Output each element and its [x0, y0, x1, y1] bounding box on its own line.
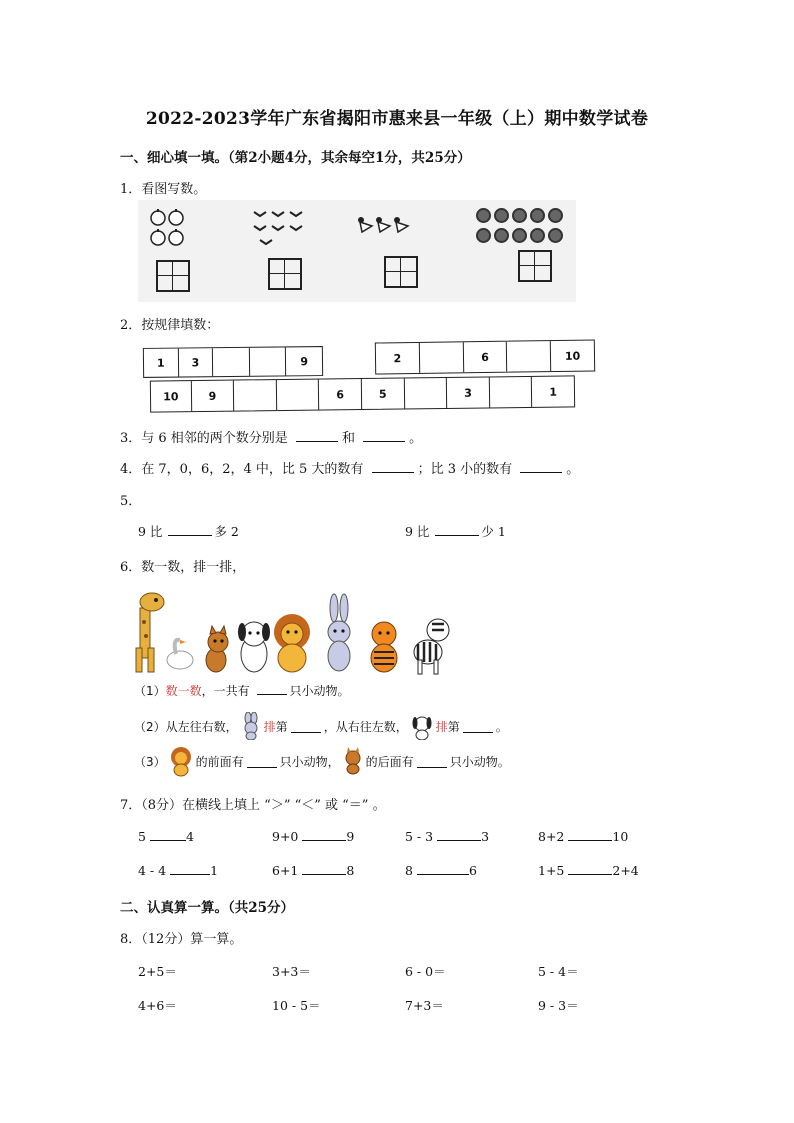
q7-blank[interactable]: [302, 828, 346, 841]
carrot-icon-group: [356, 214, 416, 240]
q4-mid: ；比 3 小的数有: [417, 462, 513, 477]
q5-a-post: 多 2: [214, 524, 239, 539]
q6-p2-end: 。: [495, 719, 508, 734]
q8-item: 2+5＝: [138, 964, 177, 979]
q8-item: 3+3＝: [272, 964, 311, 979]
q4-text: 4．在 7，0，6，2，4 中，比 5 大的数有: [120, 462, 364, 477]
q5-part-a: [138, 522, 239, 540]
rabbit-icon: [238, 712, 264, 740]
zebra-icon: [414, 619, 449, 674]
q6-p2-text4: 第: [447, 719, 460, 734]
q3-text: 3．与 6 相邻的两个数分别是: [120, 431, 288, 446]
q5-part-b: [405, 522, 506, 540]
q7-blank[interactable]: [170, 862, 210, 875]
q4-blank-2[interactable]: [520, 460, 562, 473]
q5-b-pre: 9 比: [405, 524, 430, 539]
q3-and: 和: [341, 431, 355, 446]
question-3: [120, 427, 422, 446]
q7-right: 6: [468, 863, 477, 878]
q7-left: 5: [138, 829, 146, 844]
seq3-blank[interactable]: [490, 377, 533, 408]
swan-icon: [167, 640, 193, 669]
q6-p3-num: （3）: [134, 754, 166, 769]
seq3-cell: 6: [319, 379, 362, 410]
q7-right: 4: [185, 829, 194, 844]
q7-r2c3: [405, 862, 477, 878]
dog-icon: [238, 622, 270, 672]
seq3-blank[interactable]: [234, 380, 277, 411]
q8-item: 10 - 5＝: [272, 998, 321, 1013]
q7-left: 8+2: [538, 829, 565, 844]
q6-p3-blank-1[interactable]: [247, 755, 277, 768]
q7-r1c4: [538, 828, 628, 844]
q6-p3-text2: 只小动物，: [279, 754, 340, 769]
seq3-cell: 5: [362, 378, 405, 409]
question-6-label: 6．数一数，排一排，: [120, 560, 246, 575]
q6-p3-end: 只小动物。: [449, 754, 510, 769]
q6-part-1: [134, 682, 350, 699]
question-1-label: 1．看图写数。: [120, 182, 207, 197]
counting-picture: [138, 200, 576, 302]
dog-icon: [408, 712, 436, 740]
q7-blank[interactable]: [437, 828, 481, 841]
q7-r1c2: [272, 828, 354, 844]
q8-item: 4+6＝: [138, 998, 177, 1013]
q7-right: 10: [612, 829, 629, 844]
section-2-heading: 二、认真算一算。（共25分）: [120, 900, 295, 916]
q7-right: 3: [481, 829, 490, 844]
q6-p3-text1: 的前面有: [195, 754, 244, 769]
q6-p2-blank-1[interactable]: [291, 720, 321, 733]
seq2-cell: 10: [564, 349, 581, 363]
q6-p2-num: （2）: [134, 719, 166, 734]
giraffe-icon: [136, 593, 164, 672]
q7-r2c1: [138, 862, 218, 878]
rabbit-icon: [328, 594, 350, 671]
sequence-3: [150, 375, 575, 412]
q8-item: 6 - 0＝: [405, 964, 446, 979]
cat-icon: [340, 747, 366, 775]
q7-blank[interactable]: [150, 828, 186, 841]
q7-r2c2: [272, 862, 354, 878]
lion-icon: [274, 614, 310, 672]
seq3-cell: 10: [151, 381, 192, 411]
q5-a-pre: 9 比: [138, 524, 163, 539]
seq3-cell: 9: [191, 381, 234, 412]
q7-left: 5 - 3: [405, 829, 434, 844]
q6-p1-num: （1）: [134, 684, 166, 698]
tiger-icon: [371, 622, 397, 672]
q6-part-2: [134, 712, 508, 740]
q4-end: 。: [566, 462, 580, 477]
sequence-1: [143, 346, 323, 378]
q7-right: 1: [210, 863, 219, 878]
question-4: [120, 458, 579, 477]
q6-p2-red1: 排: [263, 719, 276, 734]
q6-p1-red: 数一数: [165, 684, 202, 698]
write-box-2[interactable]: [268, 258, 302, 290]
q6-p3-blank-2[interactable]: [417, 755, 447, 768]
write-box-4[interactable]: [518, 250, 552, 282]
seq1-blank[interactable]: [213, 348, 250, 376]
write-box-3[interactable]: [384, 256, 418, 288]
animals-picture: [132, 588, 462, 676]
question-5-number: 5．: [120, 494, 142, 509]
question-7-label: 7．（8分）在横线上填上 “＞” “＜” 或 “＝” 。: [120, 798, 386, 813]
q6-p1-end: 只小动物。: [289, 684, 350, 698]
sequence-2: [375, 339, 595, 374]
question-8-label: 8．（12分）算一算。: [120, 932, 243, 947]
q6-p1-text: ，一共有: [201, 684, 250, 698]
q7-left: 9+0: [272, 829, 299, 844]
q8-item: 7+3＝: [405, 998, 444, 1013]
write-box-1[interactable]: [156, 260, 190, 292]
q8-item: 5 - 4＝: [538, 964, 579, 979]
seq3-blank[interactable]: [404, 378, 447, 409]
section-1-heading: 一、细心填一填。（第2小题4分，其余每空1分，共25分）: [120, 150, 471, 166]
q6-p1-blank[interactable]: [257, 682, 287, 695]
q6-p2-blank-2[interactable]: [463, 720, 493, 733]
q7-r1c3: [405, 828, 489, 844]
seq1-blank[interactable]: [250, 347, 287, 375]
q5-blank-b[interactable]: [435, 523, 479, 536]
q7-blank[interactable]: [417, 862, 469, 875]
q6-p2-red2: 排: [435, 719, 448, 734]
q7-blank[interactable]: [568, 828, 612, 841]
q6-p3-text3: 的后面有: [365, 754, 414, 769]
q3-blank-1[interactable]: [296, 429, 338, 442]
seq3-cell: 1: [549, 385, 558, 399]
q7-r1c1: [138, 828, 194, 844]
q7-left: 8: [405, 863, 413, 878]
q6-p2-text2: 第: [275, 719, 288, 734]
question-2-label: 2．按规律填数：: [120, 318, 220, 333]
q6-part-3: [134, 745, 510, 777]
seq2-blank[interactable]: [507, 341, 551, 372]
q7-left: 4 - 4: [138, 863, 167, 878]
q7-blank[interactable]: [568, 862, 612, 875]
q3-blank-2[interactable]: [363, 429, 405, 442]
q7-left: 6+1: [272, 863, 299, 878]
q7-right: 8: [346, 863, 355, 878]
q7-r2c4: [538, 862, 639, 878]
cat-icon: [206, 626, 228, 672]
q7-left: 1+5: [538, 863, 565, 878]
fruit-icon-group: [148, 206, 188, 250]
q7-blank[interactable]: [302, 862, 346, 875]
seq2-cell: 6: [463, 342, 507, 373]
q3-end: 。: [409, 431, 423, 446]
q7-right: 2+4: [612, 863, 639, 878]
q4-blank-1[interactable]: [372, 460, 414, 473]
page-title: 2022-2023学年广东省揭阳市惠来县一年级（上）期中数学试卷: [145, 109, 649, 129]
seq1-cell: 3: [178, 348, 213, 376]
seq3-cell: 3: [447, 377, 490, 408]
seq1-cell: 1: [144, 349, 179, 377]
seq2-cell: 2: [376, 343, 420, 374]
q6-p2-text3: ，从右往左数，: [323, 719, 408, 734]
q6-p2-text1: 从左往右数，: [165, 719, 238, 734]
lion-icon: [166, 745, 196, 777]
q5-b-post: 少 1: [481, 524, 506, 539]
seq3-blank[interactable]: [277, 380, 320, 411]
dragonfly-icon-group: [250, 204, 310, 248]
q5-blank-a[interactable]: [168, 523, 212, 536]
seq2-blank[interactable]: [420, 342, 464, 373]
q8-item: 9 - 3＝: [538, 998, 579, 1013]
q7-right: 9: [346, 829, 355, 844]
seq1-cell: 9: [300, 354, 309, 368]
